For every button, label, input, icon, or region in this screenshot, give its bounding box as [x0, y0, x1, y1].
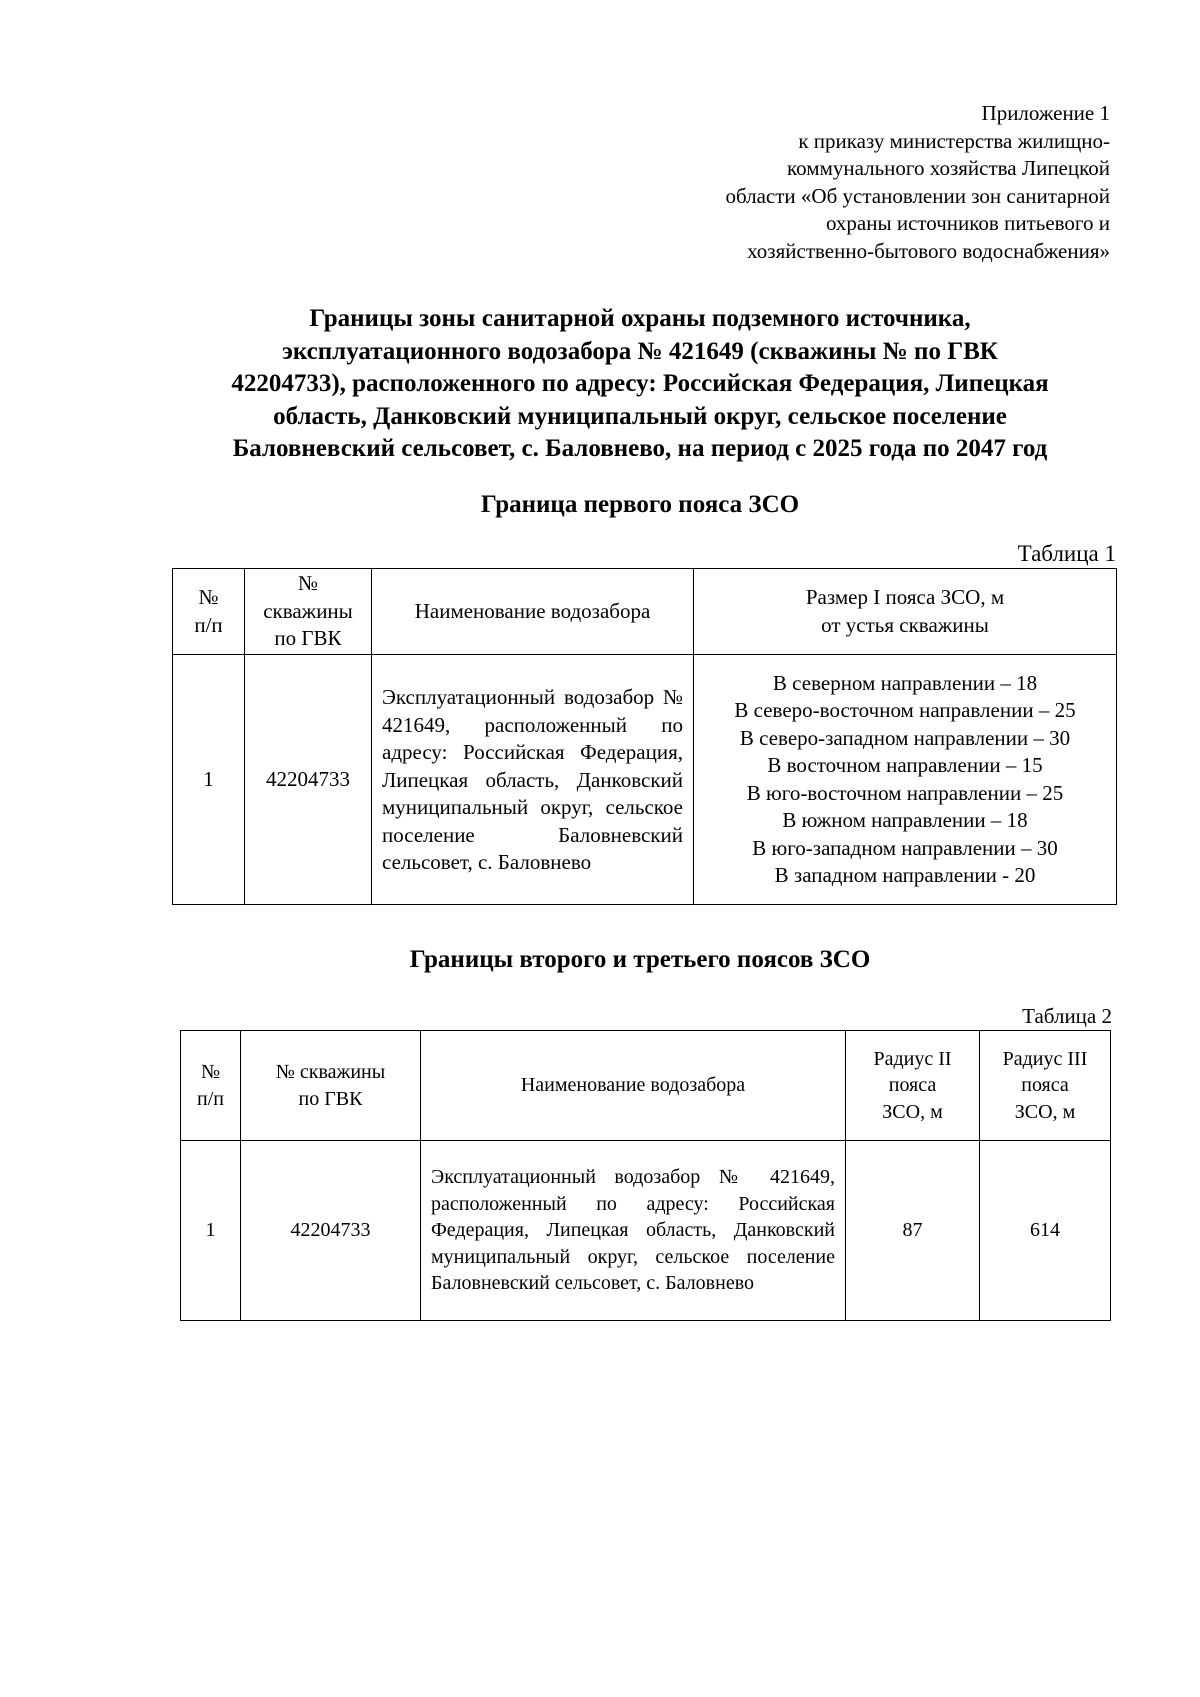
header-line: Размер I пояса ЗСО, м: [805, 585, 1005, 609]
direction-item: В восточном направлении – 15: [767, 753, 1043, 777]
appendix-line: коммунального хозяйства Липецкой: [787, 156, 1110, 180]
table2-header-well: [241, 1031, 421, 1141]
table2-cell-num: 1: [181, 1141, 241, 1321]
table2-header-radius3: [980, 1031, 1111, 1141]
direction-item: В северо-западном направлении – 30: [739, 725, 1071, 750]
direction-item: В северо-восточном направлении – 25: [734, 698, 1076, 722]
table1-header-row: [173, 569, 1117, 655]
table2-header-radius2: [846, 1031, 980, 1141]
table2-header-row: [181, 1031, 1111, 1141]
table-second-third-zone: [180, 1030, 1111, 1321]
appendix-block: [590, 100, 1110, 265]
header-line: №: [297, 571, 319, 596]
table2-cell-radius2: 87: [846, 1141, 980, 1321]
header-line: п/п: [194, 612, 223, 637]
appendix-line: охраны источников питьевого и: [825, 211, 1110, 235]
document-title: [170, 303, 1110, 466]
direction-item: В северном направлении – 18: [772, 670, 1038, 695]
table1-header-name: Наименование водозабора: [372, 569, 694, 655]
table1-header-num: [173, 569, 245, 655]
table1-cell-num: 1: [173, 655, 245, 905]
table-row: [173, 655, 1117, 905]
section1-title: Граница первого пояса ЗСО: [480, 491, 800, 518]
table2-cell-radius3: 614: [980, 1141, 1111, 1321]
header-line: Радиус II: [873, 1047, 952, 1070]
header-line: от устья скважины: [821, 612, 989, 637]
table1-caption: Таблица 1: [1017, 541, 1116, 566]
table2-cell-name: Эксплуатационный водозабор № 421649, расположенный по адресу: Российская Федерация, Липецкая область, Данковский муниципальный округ, сельское поселение Баловневский сельсовет, с. Баловнево: [421, 1141, 846, 1321]
header-line: п/п: [197, 1087, 224, 1110]
header-line: пояса: [1021, 1074, 1069, 1097]
header-line: № скважины: [275, 1061, 386, 1083]
header-line: ЗСО, м: [882, 1100, 943, 1123]
title-line: эксплуатационного водозабора № 421649 (скважины № по ГВК: [282, 337, 998, 365]
header-line: скважины: [263, 598, 353, 623]
title-line: Баловневский сельсовет, с. Баловнево, на период с 2025 года по 2047 год: [232, 435, 1048, 462]
table1-cell-directions: [694, 655, 1117, 905]
appendix-line: Приложение 1: [981, 101, 1110, 125]
appendix-line: хозяйственно-бытового водоснабжения»: [747, 238, 1110, 263]
header-line: по ГВК: [298, 1087, 363, 1110]
title-line: Границы зоны санитарной охраны подземного источника,: [309, 305, 971, 332]
direction-item: В юго-восточном направлении – 25: [746, 780, 1064, 805]
title-line: область, Данковский муниципальный округ, сельское поселение: [273, 402, 1007, 430]
appendix-line: области «Об установлении зон санитарной: [725, 183, 1110, 208]
header-line: №: [200, 1061, 221, 1083]
table1-cell-well: 42204733: [245, 655, 372, 905]
header-line: пояса: [888, 1074, 937, 1097]
header-line: ЗСО, м: [1014, 1100, 1076, 1123]
table2-header-num: [181, 1031, 241, 1141]
table2-header-name: Наименование водозабора: [421, 1031, 846, 1141]
table2-cell-well: 42204733: [241, 1141, 421, 1321]
section2-title: Границы второго и третьего поясов ЗСО: [409, 946, 871, 973]
header-line: по ГВК: [274, 626, 342, 651]
header-line: №: [198, 585, 219, 609]
table2-caption: Таблица 2: [1022, 1004, 1112, 1028]
table-row: [181, 1141, 1111, 1321]
header-line: Радиус III: [1002, 1047, 1088, 1070]
table-first-zone: [172, 568, 1117, 905]
direction-item: В юго-западном направлении – 30: [752, 835, 1058, 860]
table1-header-well: [245, 569, 372, 655]
table1-header-size: [694, 569, 1117, 655]
table1-cell-name: Эксплуатационный водозабор № 421649, расположенный по адресу: Российская Федерация, Липецкая область, Данковский муниципальный округ, сельское поселение Баловневский сельсовет, с. Баловнево: [372, 655, 694, 905]
direction-item: В западном направлении - 20: [774, 863, 1036, 887]
title-line: 42204733), расположенного по адресу: Российская Федерация, Липецкая: [231, 370, 1049, 397]
appendix-line: к приказу министерства жилищно-: [798, 128, 1110, 153]
direction-item: В южном направлении – 18: [782, 808, 1028, 832]
